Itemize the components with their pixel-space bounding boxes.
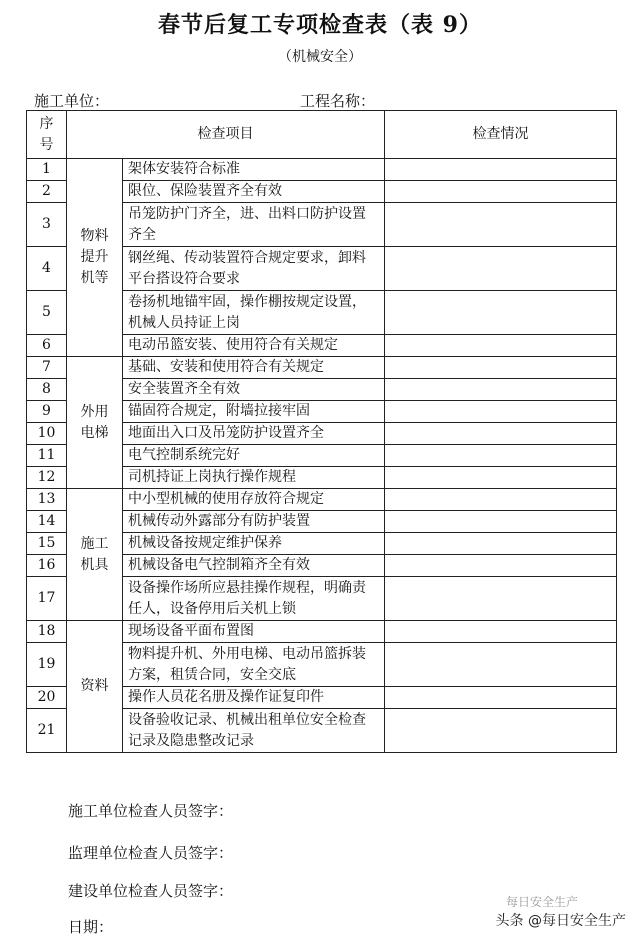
check-status-cell[interactable] [385, 335, 617, 357]
check-item: 架体安装符合标准 [123, 159, 385, 181]
check-status-cell[interactable] [385, 423, 617, 445]
row-number: 3 [27, 203, 67, 247]
table-row [27, 621, 617, 643]
check-item: 基础、安装和使用符合有关规定 [123, 357, 385, 379]
header-status: 检查情况 [385, 111, 617, 159]
category-line: 资料 [80, 678, 109, 694]
check-item: 安全装置齐全有效 [123, 379, 385, 401]
category-cell [67, 159, 123, 357]
check-status-cell[interactable] [385, 379, 617, 401]
row-number: 13 [27, 489, 67, 511]
row-number: 19 [27, 643, 67, 687]
check-item: 设备操作场所应悬挂操作规程，明确责任人，设备停用后关机上锁 [123, 577, 385, 621]
watermark: 头条 @每日安全生产 [495, 913, 626, 929]
row-number: 20 [27, 687, 67, 709]
header-item: 检查项目 [67, 111, 385, 159]
check-status-cell[interactable] [385, 577, 617, 621]
check-status-cell[interactable] [385, 181, 617, 203]
inspection-table [26, 110, 617, 753]
check-status-cell[interactable] [385, 203, 617, 247]
check-item: 现场设备平面布置图 [123, 621, 385, 643]
page-subtitle: （机械安全） [278, 49, 362, 65]
row-number: 15 [27, 533, 67, 555]
check-status-cell[interactable] [385, 357, 617, 379]
row-number: 16 [27, 555, 67, 577]
category-cell [67, 621, 123, 753]
check-status-cell[interactable] [385, 687, 617, 709]
row-number: 21 [27, 709, 67, 753]
category-line: 物料 [80, 228, 109, 244]
check-status-cell[interactable] [385, 621, 617, 643]
row-number: 2 [27, 181, 67, 203]
row-number: 1 [27, 159, 67, 181]
watermark-faint: 每日安全生产 [505, 895, 578, 909]
check-status-cell[interactable] [385, 533, 617, 555]
check-status-cell[interactable] [385, 247, 617, 291]
category-cell [67, 489, 123, 621]
check-item: 机械设备按规定维护保养 [123, 533, 385, 555]
check-item: 钢丝绳、传动装置符合规定要求，卸料平台搭设符合要求 [123, 247, 385, 291]
check-status-cell[interactable] [385, 555, 617, 577]
table-row [27, 159, 617, 181]
owner-signature-label: 建设单位检查人员签字： [68, 882, 234, 900]
category-line: 机等 [80, 270, 109, 286]
category-line: 施工 [80, 535, 109, 552]
check-status-cell[interactable] [385, 291, 617, 335]
category-line: 提升 [80, 249, 109, 265]
check-item: 机械设备电气控制箱齐全有效 [123, 555, 385, 577]
category-line: 机具 [80, 556, 109, 573]
check-status-cell[interactable] [385, 401, 617, 423]
table-header-row [27, 111, 617, 159]
check-item: 机械传动外露部分有防护装置 [123, 511, 385, 533]
check-item: 物料提升机、外用电梯、电动吊篮拆装方案，租赁合同，安全交底 [123, 643, 385, 687]
check-status-cell[interactable] [385, 643, 617, 687]
row-number: 9 [27, 401, 67, 423]
supervisor-signature-label: 监理单位检查人员签字： [68, 844, 234, 862]
category-line: 电梯 [80, 424, 109, 441]
row-number: 18 [27, 621, 67, 643]
check-item: 卷扬机地锚牢固，操作棚按规定设置，机械人员持证上岗 [123, 291, 385, 335]
header-no-char: 序 [39, 115, 54, 132]
check-status-cell[interactable] [385, 445, 617, 467]
header-no-char: 号 [39, 136, 54, 153]
project-label: 工程名称： [300, 92, 376, 110]
check-item: 中小型机械的使用存放符合规定 [123, 489, 385, 511]
check-item: 电动吊篮安装、使用符合有关规定 [123, 335, 385, 357]
check-item: 吊笼防护门齐全，进、出料口防护设置齐全 [123, 203, 385, 247]
table-body [27, 159, 617, 753]
check-item: 司机持证上岗执行操作规程 [123, 467, 385, 489]
check-status-cell[interactable] [385, 489, 617, 511]
check-status-cell[interactable] [385, 511, 617, 533]
row-number: 7 [27, 357, 67, 379]
category-line: 外用 [80, 403, 109, 420]
row-number: 8 [27, 379, 67, 401]
check-status-cell[interactable] [385, 467, 617, 489]
page-title: 春节后复工专项检查表（表 9） [158, 12, 482, 38]
check-status-cell[interactable] [385, 159, 617, 181]
check-item: 电气控制系统完好 [123, 445, 385, 467]
row-number: 12 [27, 467, 67, 489]
date-label: 日期： [68, 918, 114, 936]
contractor-signature-label: 施工单位检查人员签字： [68, 802, 234, 820]
unit-label: 施工单位： [34, 92, 110, 110]
check-item: 锚固符合规定，附墙拉接牢固 [123, 401, 385, 423]
check-item: 设备验收记录、机械出租单位安全检查记录及隐患整改记录 [123, 709, 385, 753]
row-number: 5 [27, 291, 67, 335]
check-item: 限位、保险装置齐全有效 [123, 181, 385, 203]
table-row [27, 357, 617, 379]
row-number: 10 [27, 423, 67, 445]
row-number: 6 [27, 335, 67, 357]
table-row [27, 489, 617, 511]
row-number: 4 [27, 247, 67, 291]
row-number: 17 [27, 577, 67, 621]
header-no [27, 111, 67, 159]
check-item: 操作人员花名册及操作证复印件 [123, 687, 385, 709]
check-item: 地面出入口及吊笼防护设置齐全 [123, 423, 385, 445]
category-cell [67, 357, 123, 489]
check-status-cell[interactable] [385, 709, 617, 753]
row-number: 14 [27, 511, 67, 533]
row-number: 11 [27, 445, 67, 467]
